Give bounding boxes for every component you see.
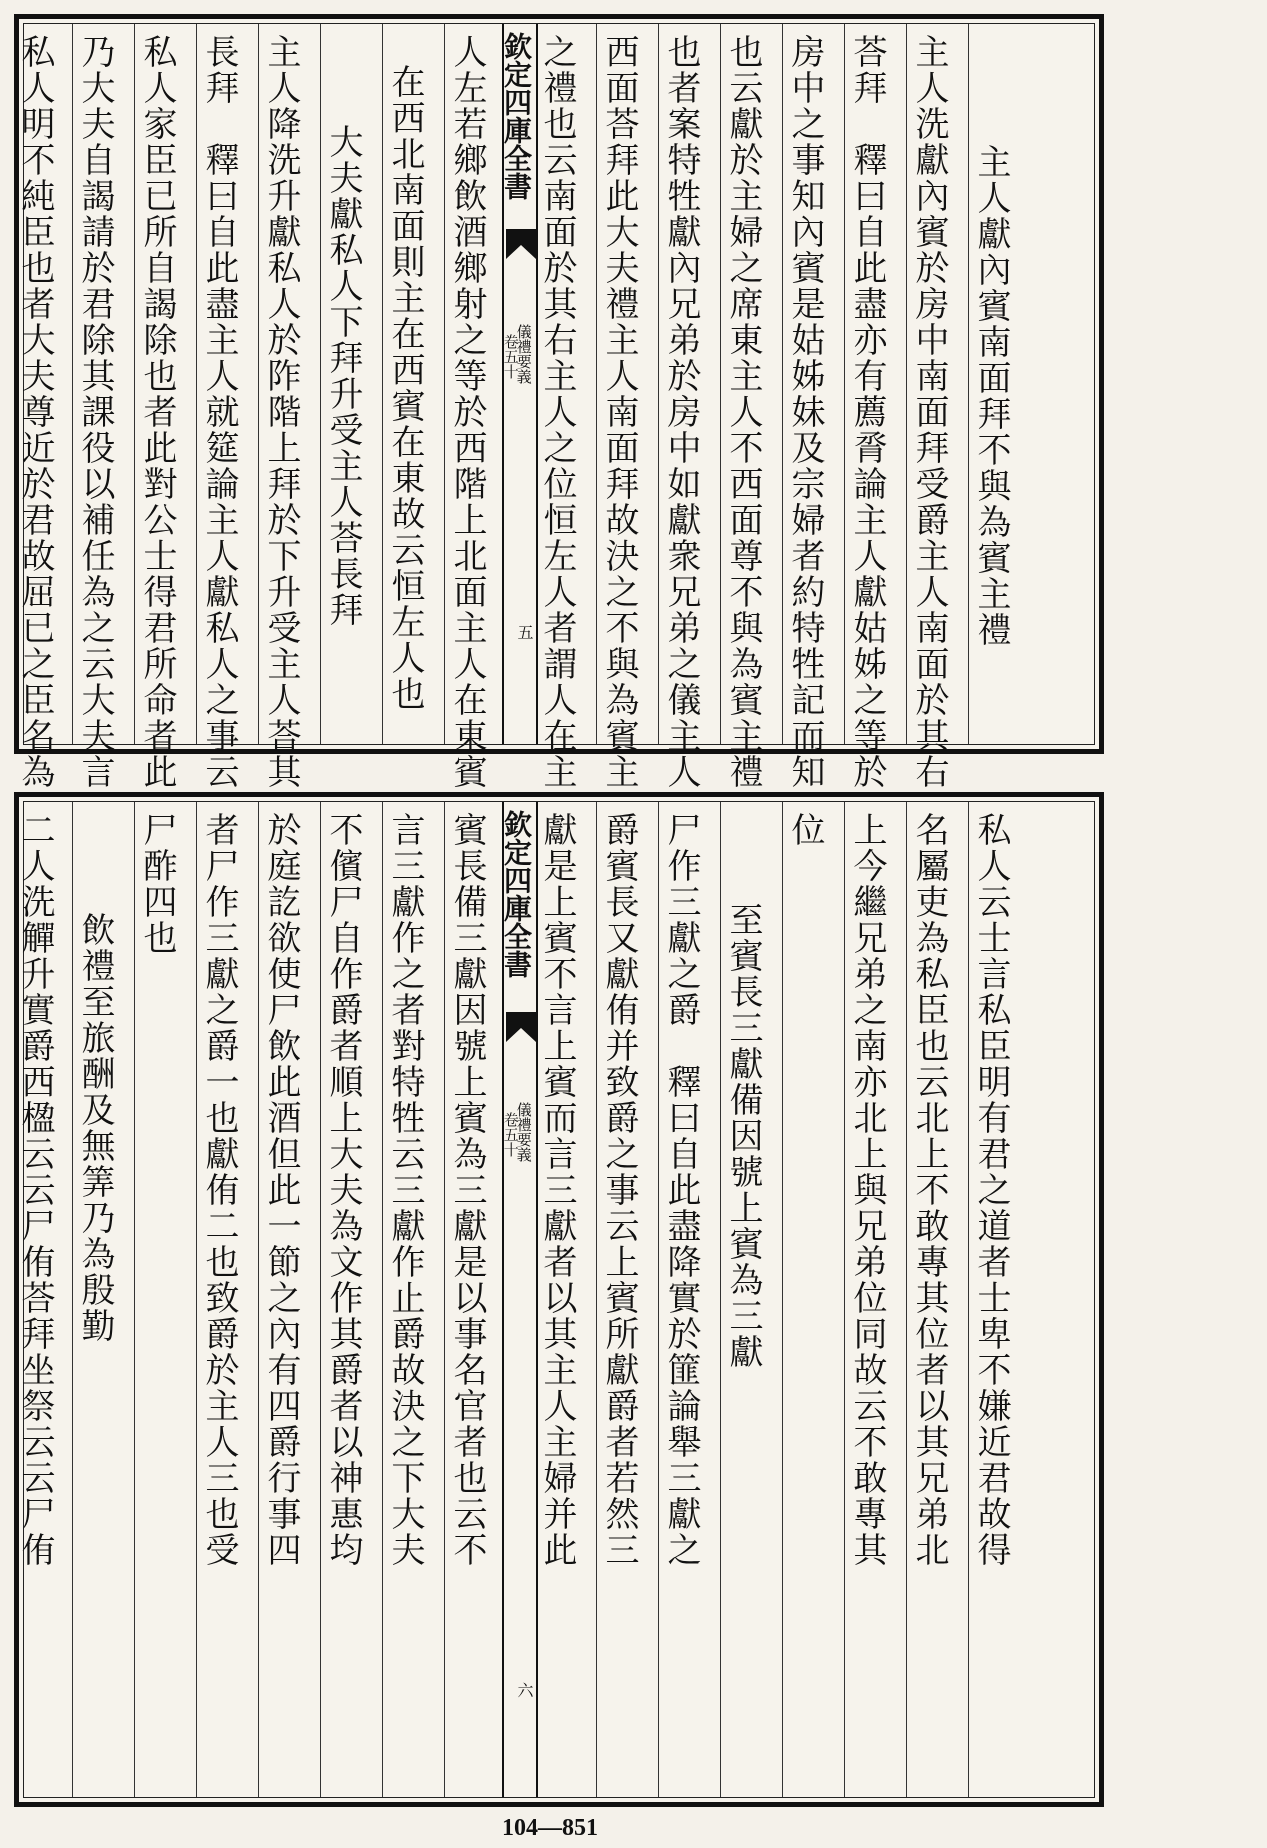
column-rule <box>196 24 197 744</box>
column-rule <box>382 802 383 1797</box>
text-column: 上今繼兄弟之南亦北上與兄弟位同故云不敢專其 <box>847 812 887 1568</box>
column-rule <box>444 24 445 744</box>
center-column <box>502 24 538 744</box>
text-column: 賓長備三獻因號上賓為三獻是以事名官者也云不 <box>447 812 487 1568</box>
text-column: 獻是上賓不言上賓而言三獻者以其主人主婦并此 <box>537 812 577 1568</box>
column-rule <box>258 802 259 1797</box>
page-footer-number: 104—851 <box>502 1815 598 1841</box>
book-title: 欽定四庫全書 <box>500 810 533 978</box>
column-rule <box>658 24 659 744</box>
center-column <box>502 802 538 1797</box>
text-column: 也云獻於主婦之席東主人不西面尊不與為賓主禮 <box>723 34 763 790</box>
center-subtitle: 儀禮要義 <box>514 1102 533 1162</box>
column-rule <box>596 802 597 1797</box>
column-rule <box>906 24 907 744</box>
column-rule <box>782 802 783 1797</box>
text-column: 私人家臣已所自謁除也者此對公士得君所命者此 <box>137 34 177 790</box>
fishtail-mark-icon <box>506 1012 536 1046</box>
column-rule <box>844 802 845 1797</box>
column-rule <box>444 802 445 1797</box>
text-column: 大夫獻私人下拜升受主人荅長拜 <box>323 124 363 628</box>
fishtail-mark-icon <box>506 229 536 263</box>
text-column: 私人云士言私臣明有君之道者士卑不嫌近君故得 <box>971 812 1011 1568</box>
center-page-number: 五 <box>515 624 534 640</box>
column-rule <box>658 802 659 1797</box>
center-page-number: 六 <box>515 1682 534 1698</box>
center-subtitle: 儀禮要義 <box>514 324 533 384</box>
text-column: 尸作三獻之爵 釋曰自此盡降實於篚論舉三獻之 <box>661 812 701 1568</box>
text-column: 私人明不純臣也者大夫尊近於君故屈已之臣名為 <box>15 34 55 790</box>
text-column: 二人洗觶升實爵西楹云云尸侑荅拜坐祭云云尸侑 <box>15 812 55 1568</box>
column-rule <box>320 24 321 744</box>
column-rule <box>72 24 73 744</box>
text-column: 名屬吏為私臣也云北上不敢專其位者以其兄弟北 <box>909 812 949 1568</box>
text-column: 不儐尸自作爵者順上大夫為文作其爵者以神惠均 <box>323 812 363 1568</box>
column-rule <box>844 24 845 744</box>
column-rule <box>72 802 73 1797</box>
column-rule <box>968 802 969 1797</box>
column-rule <box>134 802 135 1797</box>
column-rule <box>720 802 721 1797</box>
center-volume: 卷五十 <box>501 334 520 379</box>
text-column: 在西北南面則主在西賓在東故云恒左人也 <box>385 64 425 712</box>
book-title: 欽定四庫全書 <box>500 32 533 200</box>
text-column: 主人洗獻內賓於房中南面拜受爵主人南面於其右 <box>909 34 949 790</box>
column-rule <box>258 24 259 744</box>
column-rule <box>720 24 721 744</box>
text-column: 尸酢四也 <box>137 812 177 956</box>
text-column: 長拜 釋曰自此盡主人就筵論主人獻私人之事云 <box>199 34 239 790</box>
text-column: 位 <box>785 812 825 848</box>
column-rule <box>196 802 197 1797</box>
column-rule <box>968 24 969 744</box>
text-column: 於庭訖欲使尸飲此酒但此一節之內有四爵行事四 <box>261 812 301 1568</box>
column-rule <box>596 24 597 744</box>
column-rule <box>320 802 321 1797</box>
text-column: 房中之事知內賓是姑姊妹及宗婦者約特牲記而知 <box>785 34 825 790</box>
column-rule <box>382 24 383 744</box>
text-column: 爵賓長又獻侑并致爵之事云上賓所獻爵者若然三 <box>599 812 639 1568</box>
column-rule <box>906 802 907 1797</box>
top-panel <box>14 14 1104 790</box>
text-column: 乃大夫自謁請於君除其課役以補任為之云大夫言 <box>75 34 115 790</box>
text-column: 至賓長三獻備因號上賓為三獻 <box>723 902 763 1370</box>
text-column: 也者案特牲獻內兄弟於房中如獻衆兄弟之儀主人 <box>661 34 701 790</box>
center-volume: 卷五十 <box>501 1112 520 1157</box>
text-column: 飲禮至旅酬及無筭乃為殷勤 <box>75 912 115 1344</box>
bottom-panel-frame <box>15 801 1095 1798</box>
text-column: 主人降洗升獻私人於阼階上拜於下升受主人荅其 <box>261 34 301 790</box>
text-column: 之禮也云南面於其右主人之位恒左人者謂人在主 <box>537 34 577 790</box>
column-rule <box>134 24 135 744</box>
text-column: 西面荅拜此大夫禮主人南面拜故決之不與為賓主 <box>599 34 639 790</box>
text-column: 人左若鄉飲酒鄉射之等於西階上北面主人在東賓 <box>447 34 487 790</box>
text-column: 者尸作三獻之爵一也獻侑二也致爵於主人三也受 <box>199 812 239 1568</box>
bottom-panel <box>14 792 1104 1807</box>
column-rule <box>782 24 783 744</box>
text-column: 言三獻作之者對特牲云三獻作止爵故決之下大夫 <box>385 812 425 1568</box>
text-column: 主人獻內賓南面拜不與為賓主禮 <box>971 144 1011 648</box>
text-column: 荅拜 釋曰自此盡亦有薦脀論主人獻姑姊之等於 <box>847 34 887 790</box>
top-panel-frame <box>15 23 1095 790</box>
